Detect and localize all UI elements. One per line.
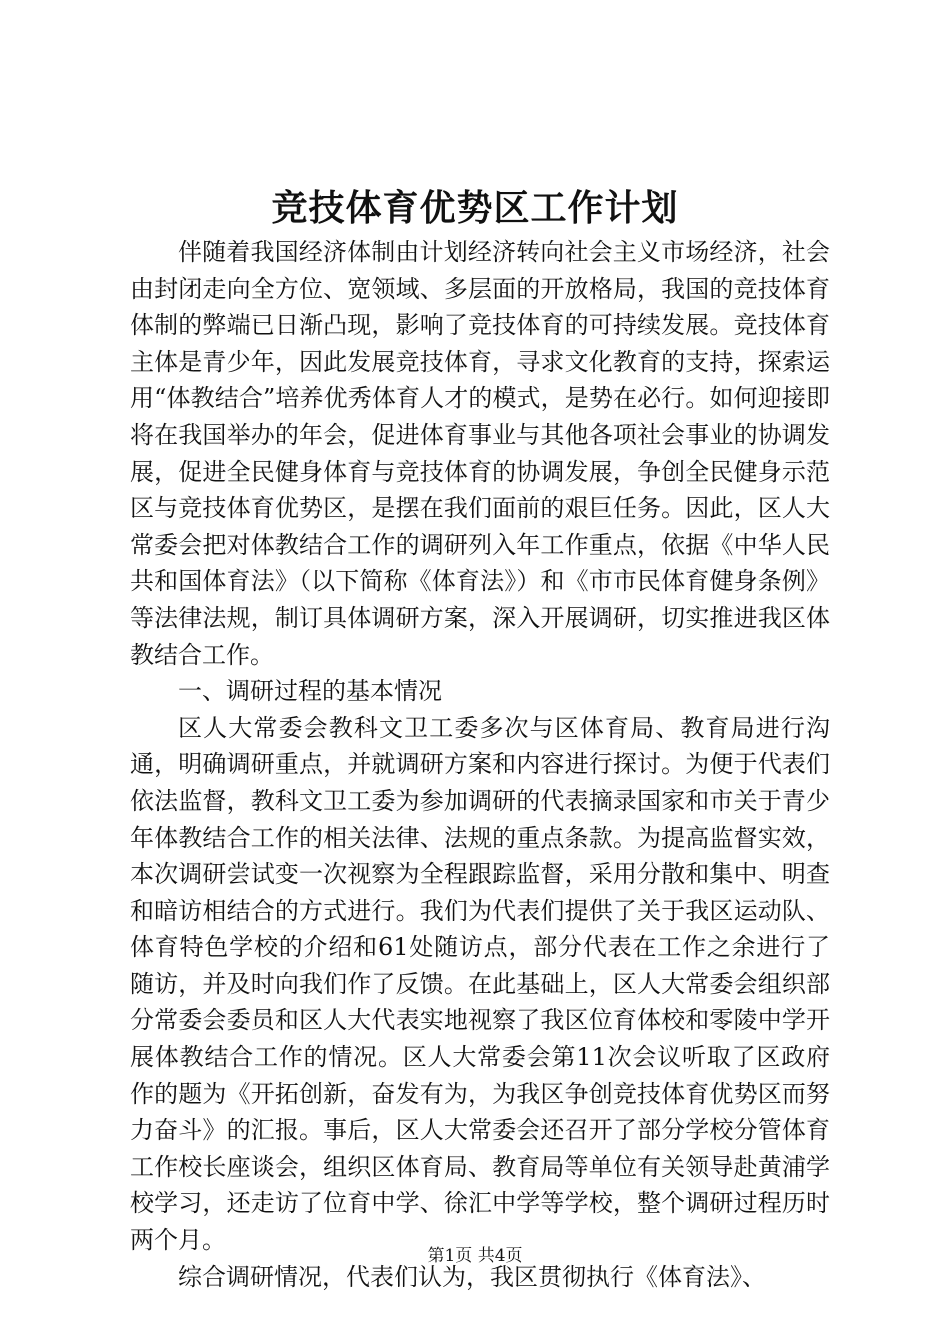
document-body — [130, 234, 830, 1295]
section-heading: 一、调研过程的基本情况 — [178, 677, 442, 706]
document-title: 竞技体育优势区工作计划 — [271, 187, 679, 229]
summary-paragraph: 综合调研情况，代表们认为，我区贯彻执行《体育法》、 — [178, 1262, 766, 1291]
page-number: 第1页 共4页 — [427, 1246, 523, 1266]
intro-paragraph: 伴随着我国经济体制由计划经济转向社会主义市场经济，社会由封闭走向全方位、宽领域、多层面的开放格局，我国的竞技体育体制的弊端已日渐凸现，影响了竞技体育的可持续发展。竞技体育主体是青少年，因此发展竞技体育，寻求文化教育的支持，探索运用“体教结合”培养优秀体育人才的模式，是势在必行。如何迎接即将在我国举办的年会，促进体育事业与其他各项社会事业的协调发展，促进全民健身体育与竞技体育的协调发展，争创全民健身示范区与竞技体育优势区，是摆在我们面前的艰巨任务。因此，区人大常委会把对体教结合工作的调研列入年工作重点，依据《中华人民共和国体育法》（以下简称《体育法》）和《市市民体育健身条例》等法律法规，制订具体调研方案，深入开展调研，切实推进我区体教结合工作。 — [130, 238, 830, 669]
process-paragraph: 区人大常委会教科文卫工委多次与区体育局、教育局进行沟通，明确调研重点，并就调研方案和内容进行探讨。为便于代表们依法监督，教科文卫工委为参加调研的代表摘录国家和市关于青少年体教结合工作的相关法律、法规的重点条款。为提高监督实效，本次调研尝试变一次视察为全程跟踪监督，采用分散和集中、明查和暗访相结合的方式进行。我们为代表们提供了关于我区运动队、体育特色学校的介绍和61处随访点，部分代表在工作之余进行了随访，并及时向我们作了反馈。在此基础上，区人大常委会组织部分常委会委员和区人大代表实地视察了我区位育体校和零陵中学开展体教结合工作的情况。区人大常委会第11次会议听取了区政府作的题为《开拓创新，奋发有为，为我区争创竞技体育优势区而努力奋斗》的汇报。事后，区人大常委会还召开了部分学校分管体育工作校长座谈会，组织区体育局、教育局等单位有关领导赴黄浦学校学习，还走访了位育中学、徐汇中学等学校，整个调研过程历时两个月。 — [130, 713, 830, 1255]
